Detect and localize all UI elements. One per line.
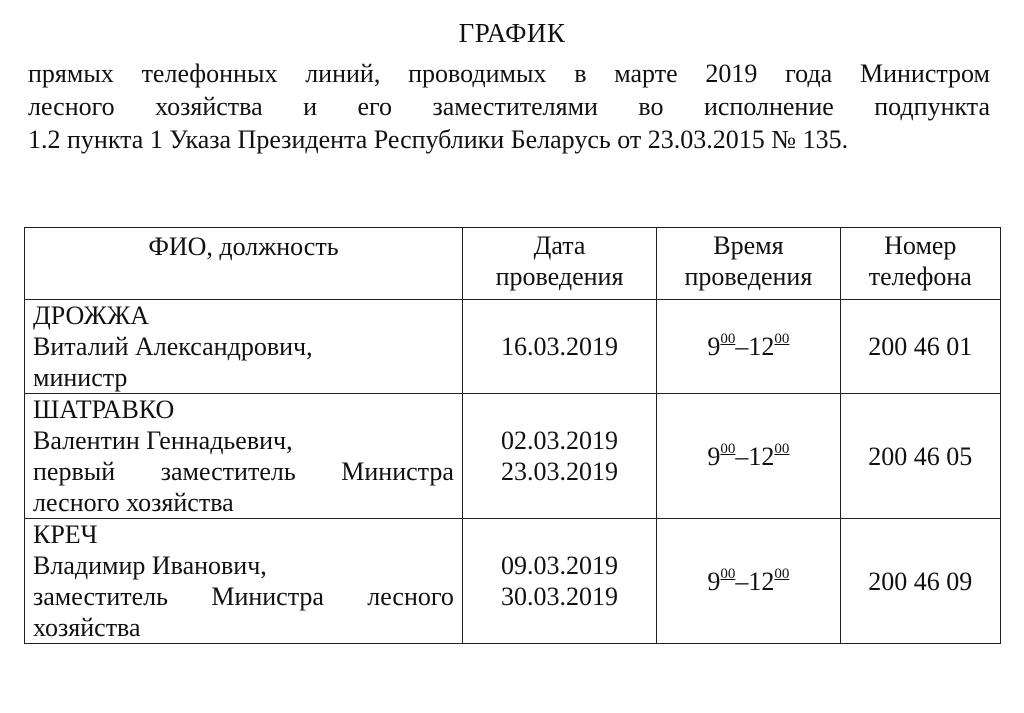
intro-line: 1.2 пункта 1 Указа Президента Республики Беларусь от 23.03.2015 № 135. — [28, 125, 849, 154]
column-header-date-line1: Дата — [533, 231, 586, 260]
person-surname: ШАТРАВКО — [33, 395, 175, 424]
schedule-table — [24, 227, 1001, 644]
table-header-row — [25, 228, 1001, 300]
time-end-hour: 12 — [748, 332, 775, 361]
cell-name — [25, 519, 463, 644]
person-surname: КРЕЧ — [33, 520, 98, 549]
time-start-hour: 9 — [707, 332, 721, 361]
date-value: 16.03.2019 — [501, 332, 619, 361]
column-header-name — [25, 228, 463, 300]
cell-date — [462, 300, 656, 394]
time-start-minutes: 00 — [720, 565, 736, 582]
person-given-names: Валентин Геннадьевич, — [33, 426, 293, 455]
cell-time — [657, 300, 840, 394]
person-position: министр — [33, 363, 128, 392]
phone-number: 200 46 09 — [868, 566, 973, 596]
time-dash: – — [735, 566, 749, 596]
column-header-name-label: ФИО, должность — [148, 232, 339, 261]
time-start-hour: 9 — [707, 441, 721, 471]
time-dash: – — [735, 332, 749, 361]
person-position: первый заместитель Министра — [33, 457, 454, 486]
cell-date — [462, 394, 656, 519]
date-value: 02.03.2019 — [501, 426, 619, 455]
date-value: 30.03.2019 — [501, 582, 619, 611]
time-end-minutes: 00 — [774, 331, 790, 347]
time-start-hour: 9 — [707, 566, 721, 596]
phone-number: 200 46 01 — [868, 332, 973, 361]
column-header-time-line1: Время — [713, 231, 784, 260]
time-end-minutes: 00 — [774, 440, 790, 457]
intro-line: прямых телефонных линий, проводимых в марте 2019 года Министром — [28, 59, 990, 88]
person-position: лесного хозяйства — [33, 488, 234, 517]
column-header-phone-line2: телефона — [868, 262, 972, 291]
person-position: заместитель Министра лесного — [33, 582, 454, 611]
time-start-minutes: 00 — [720, 440, 736, 457]
column-header-date — [462, 228, 656, 300]
column-header-phone-line1: Номер — [884, 231, 957, 260]
time-dash: – — [735, 441, 749, 471]
cell-phone — [840, 394, 1000, 519]
person-given-names: Виталий Александрович, — [33, 332, 313, 361]
time-end-minutes: 00 — [774, 565, 790, 582]
cell-phone — [840, 300, 1000, 394]
cell-phone — [840, 519, 1000, 644]
time-end-hour: 12 — [748, 441, 775, 471]
date-value: 23.03.2019 — [501, 457, 619, 486]
person-given-names: Владимир Иванович, — [33, 551, 267, 580]
cell-name — [25, 394, 463, 519]
column-header-time — [657, 228, 840, 300]
table-row — [25, 519, 1001, 644]
column-header-phone — [840, 228, 1000, 300]
phone-number: 200 46 05 — [868, 441, 973, 471]
table-row — [25, 300, 1001, 394]
column-header-date-line2: проведения — [495, 262, 624, 291]
intro-line: лесного хозяйства и его заместителями во исполнение подпункта — [28, 92, 990, 121]
time-start-minutes: 00 — [720, 331, 736, 347]
cell-time — [657, 394, 840, 519]
person-position: хозяйства — [33, 613, 141, 642]
cell-name — [25, 300, 463, 394]
table-row — [25, 394, 1001, 519]
column-header-time-line2: проведения — [684, 262, 813, 291]
cell-time — [657, 519, 840, 644]
document-title: ГРАФИК — [458, 18, 566, 48]
document-intro — [28, 57, 990, 156]
date-value: 09.03.2019 — [501, 551, 619, 580]
person-surname: ДРОЖЖА — [33, 301, 150, 330]
cell-date — [462, 519, 656, 644]
time-end-hour: 12 — [748, 566, 775, 596]
